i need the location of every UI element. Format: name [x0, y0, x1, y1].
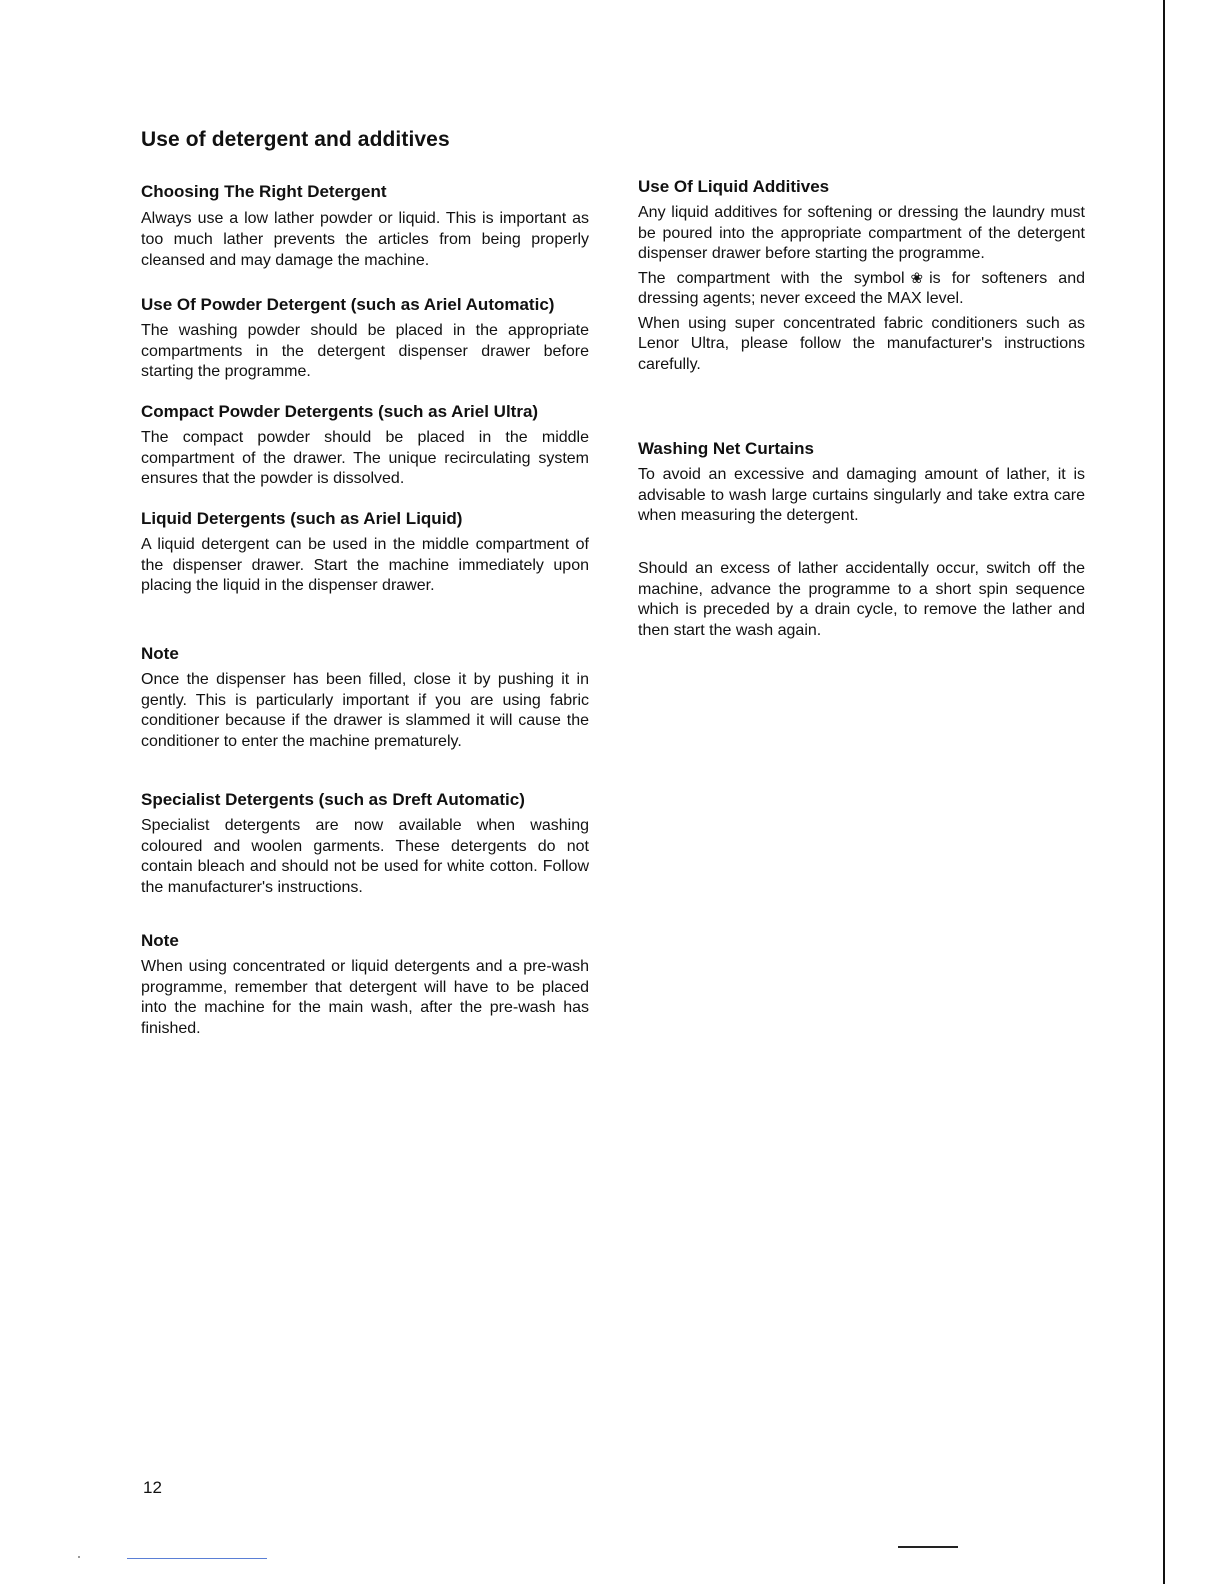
section-heading: Use Of Powder Detergent (such as Ariel Automatic) — [141, 295, 555, 314]
section-heading: Washing Net Curtains — [638, 439, 814, 458]
page-number: 12 — [143, 1478, 162, 1497]
section-text: The compact powder should be placed in the middle compartment of the drawer. The unique recirculating system ensures that the powder is dissolved. — [141, 429, 589, 487]
softener-symbol-icon: ❀ — [910, 269, 924, 287]
section-text: Once the dispenser has been filled, close it by pushing it in gently. This is particularly important if you are using fabric conditioner because if the drawer is slammed it will cause the conditioner to enter the machine prematurely. — [141, 671, 589, 750]
section-text: To avoid an excessive and damaging amount of lather, it is advisable to wash large curtains singularly and take extra care when measuring the detergent. — [638, 466, 1085, 524]
section-specialist-detergents — [141, 789, 589, 902]
section-powder-detergent — [141, 294, 589, 387]
section-heading: Choosing The Right Detergent — [141, 182, 387, 201]
section-heading: Note — [141, 644, 179, 663]
section-heading: Use Of Liquid Additives — [638, 177, 830, 196]
section-text-symbol — [638, 269, 1085, 310]
section-text: When using super concentrated fabric conditioners such as Lenor Ultra, please follow the manufacturer's instructions carefully. — [638, 314, 1085, 373]
section-text: Specialist detergents are now available when washing coloured and woolen garments. These detergents do not contain bleach and should not be used for white cotton. Follow the manufacturer's instructions. — [141, 817, 589, 896]
section-compact-powder — [141, 401, 589, 494]
section-liquid-detergents — [141, 508, 589, 601]
section-heading: Compact Powder Detergents (such as Ariel Ultra) — [141, 402, 539, 421]
symbol-text-after: is for softeners and dressing agents; never exceed the MAX level. — [638, 269, 1086, 307]
section-note-dispenser — [141, 643, 589, 756]
section-heading: Note — [141, 931, 179, 950]
section-heading: Specialist Detergents (such as Dreft Automatic) — [141, 790, 525, 809]
section-heading: Liquid Detergents (such as Ariel Liquid) — [141, 509, 463, 528]
section-text: Any liquid additives for softening or dressing the laundry must be poured into the appropriate compartment of the detergent dispenser drawer before starting the programme. — [638, 204, 1085, 262]
section-text: A liquid detergent can be used in the middle compartment of the dispenser drawer. Start the machine immediately upon placing the liquid in the dispenser drawer. — [141, 536, 589, 594]
section-liquid-additives — [638, 176, 1085, 379]
footer-black-rule — [898, 1546, 958, 1548]
symbol-text-before: The compartment with the symbol — [638, 269, 905, 287]
section-text: When using concentrated or liquid detergents and a pre-wash programme, remember that detergent will have to be placed into the machine for the main wash, after the pre-wash has finished. — [141, 958, 589, 1037]
section-choosing-detergent — [141, 181, 589, 275]
section-note-prewash — [141, 930, 589, 1043]
page-edge-rule — [1163, 0, 1165, 1584]
section-text: The washing powder should be placed in the appropriate compartments in the detergent dispenser drawer before starting the programme. — [141, 322, 589, 380]
section-text: Always use a low lather powder or liquid. This is important as too much lather prevents the articles from being properly cleansed and may damage the machine. — [141, 210, 589, 269]
footer-blue-rule — [127, 1558, 267, 1559]
section-net-curtains — [638, 438, 1085, 531]
page-title: Use of detergent and additives — [141, 128, 450, 151]
section-excess-lather — [638, 559, 1085, 645]
scan-speck — [78, 1556, 80, 1558]
section-text: Should an excess of lather accidentally occur, switch off the machine, advance the programme to a short spin sequence which is preceded by a drain cycle, to remove the lather and then start the wash again. — [638, 560, 1085, 639]
